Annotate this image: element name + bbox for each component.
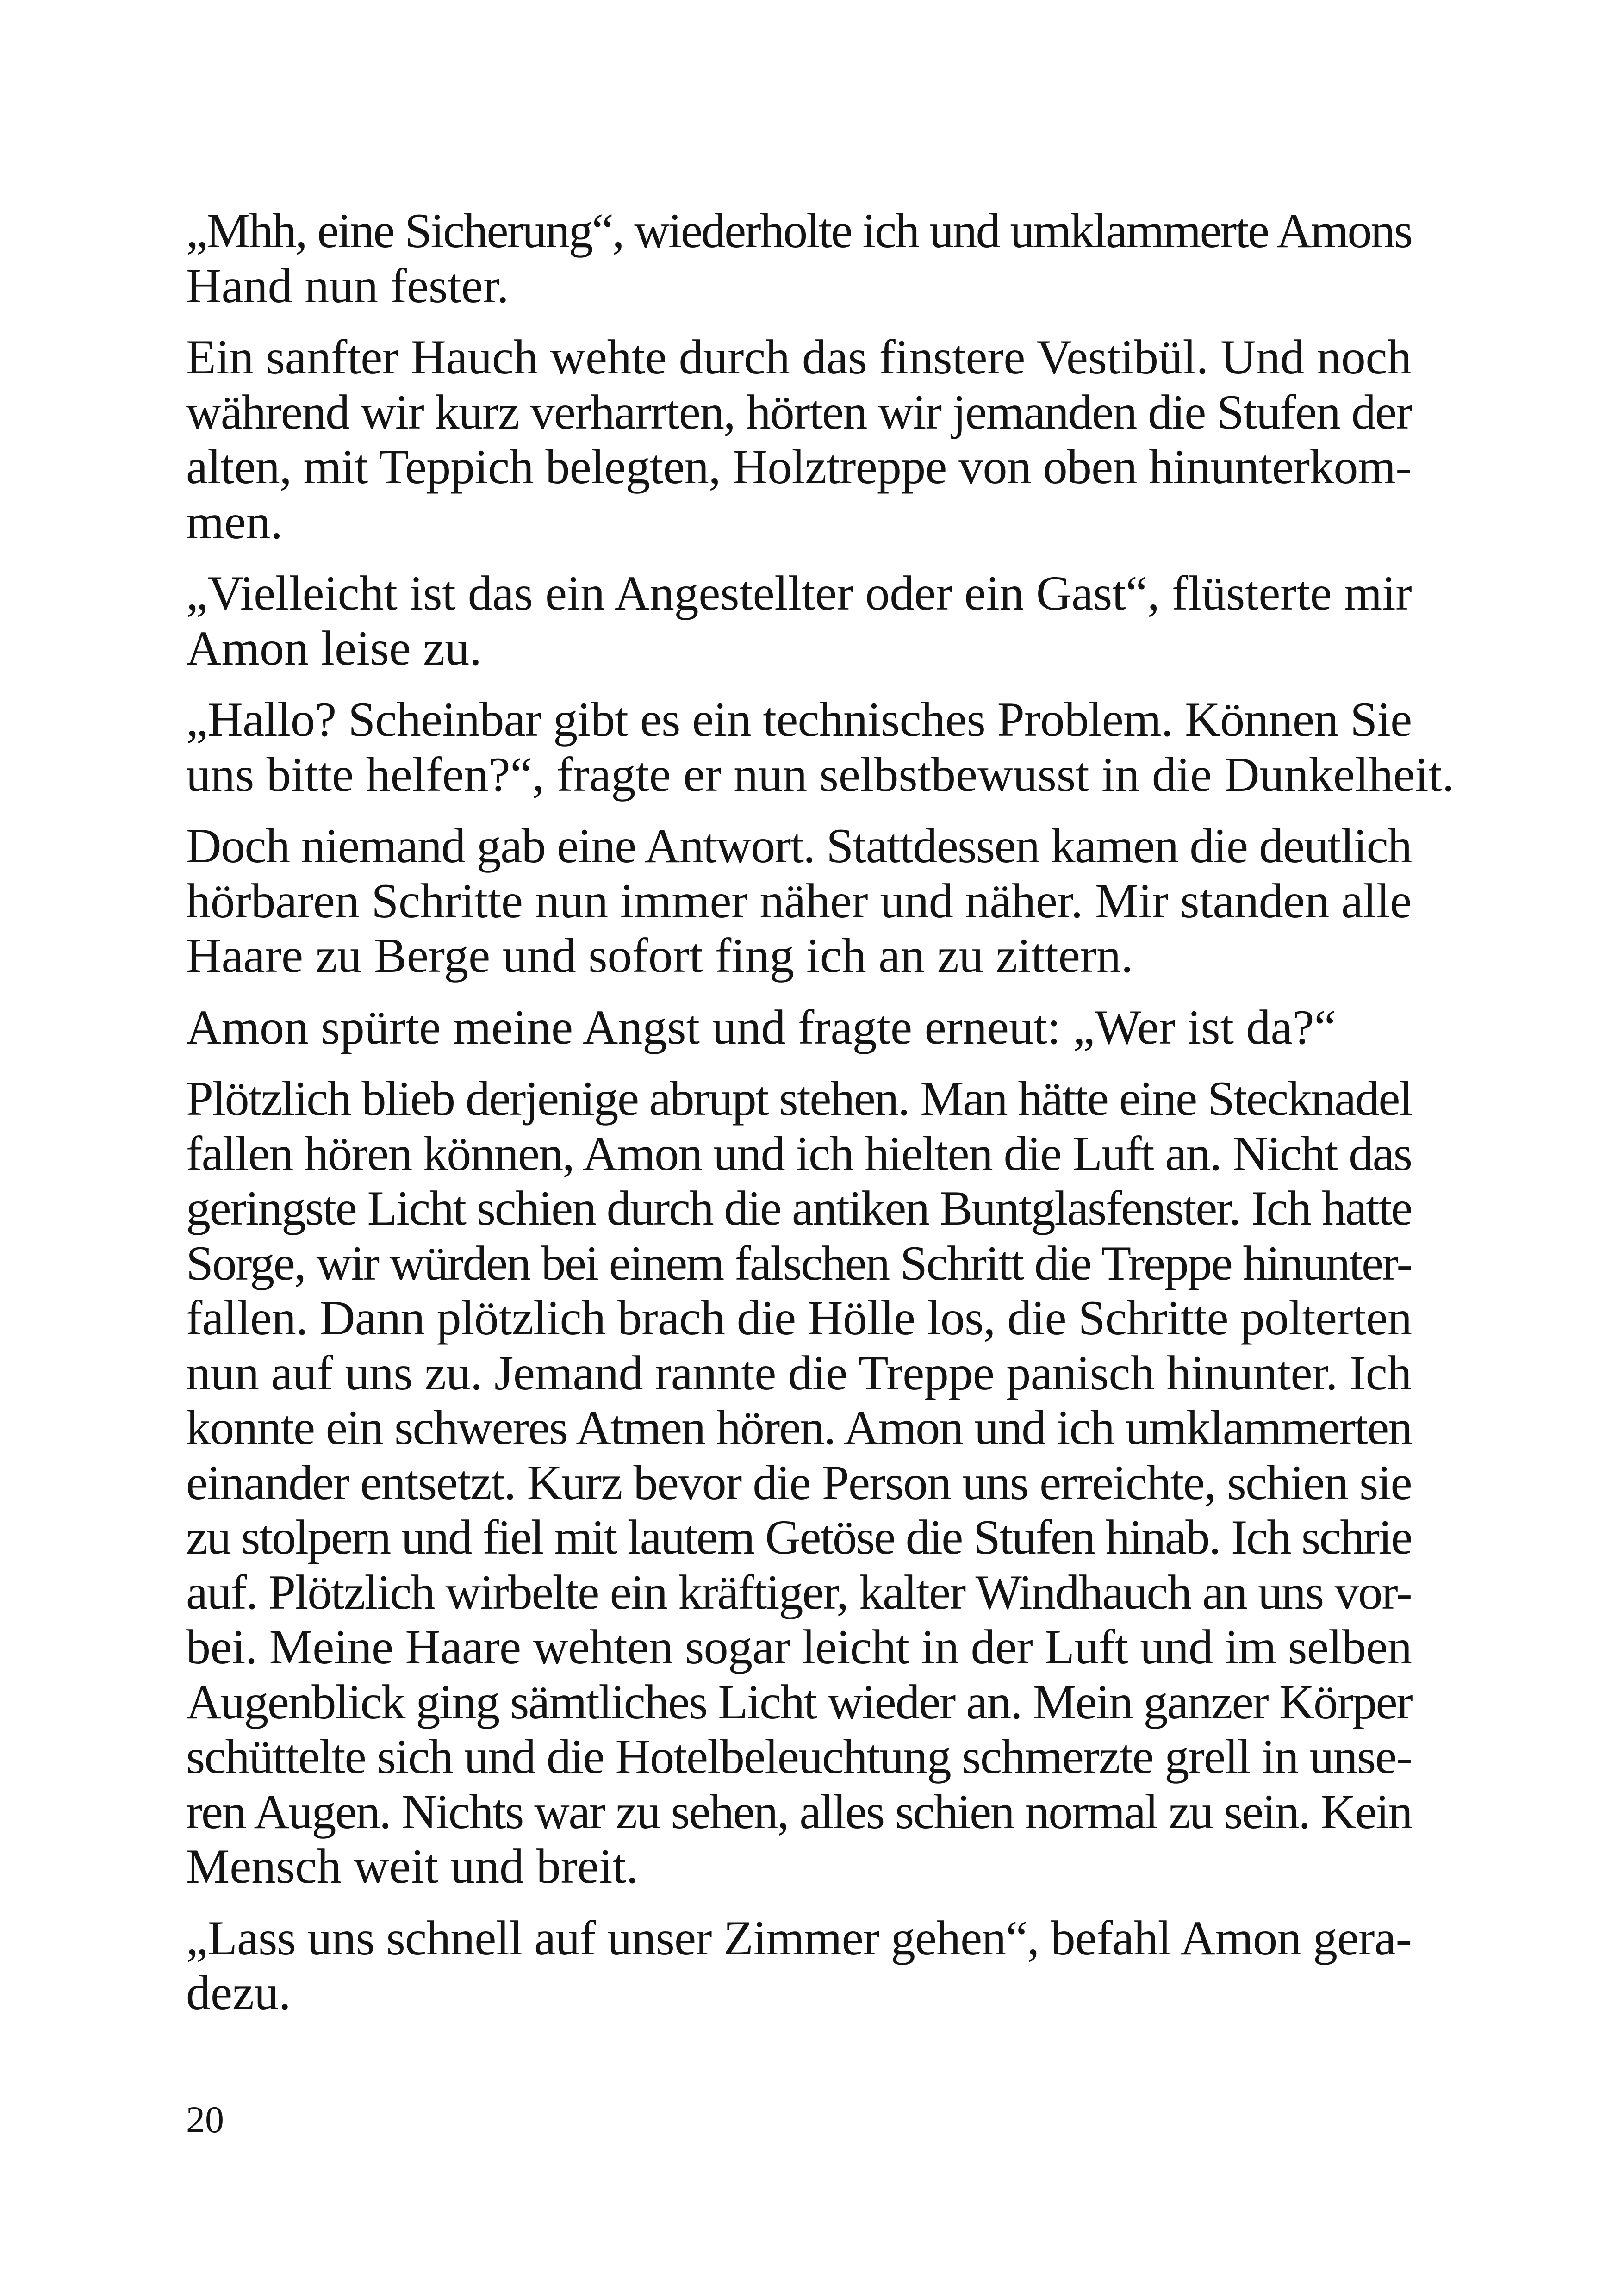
text-line: bei. Meine Haare wehten sogar leicht in der Luft und im selben	[186, 1620, 1412, 1674]
text-line: Sorge, wir würden bei einem falschen Schritt die Treppe hinunter-	[186, 1236, 1412, 1290]
text-line: konnte ein schweres Atmen hören. Amon und ich umklammerten	[186, 1400, 1412, 1455]
paragraph	[186, 1071, 1412, 1894]
text-line: Mensch weit und breit.	[186, 1839, 639, 1893]
text-line: dezu.	[186, 1966, 291, 2020]
text-line: schüttelte sich und die Hotelbeleuchtung schmerzte grell in unse-	[186, 1730, 1412, 1784]
text-line: zu stolpern und fiel mit lautem Getöse die Stufen hinab. Ich schrie	[186, 1510, 1412, 1564]
page-number: 20	[186, 2098, 224, 2140]
text-line: Ein sanfter Hauch wehte durch das finstere Vestibül. Und noch	[186, 330, 1412, 384]
text-line: fallen hören können, Amon und ich hielten die Luft an. Nicht das	[186, 1126, 1412, 1181]
text-line: ren Augen. Nichts war zu sehen, alles schien normal zu sein. Kein	[186, 1784, 1412, 1839]
paragraph	[186, 1000, 1412, 1055]
text-line: während wir kurz verharrten, hörten wir jemanden die Stufen der	[186, 385, 1412, 439]
body-text	[186, 204, 1455, 2037]
text-line: einander entsetzt. Kurz bevor die Person uns erreichte, schien sie	[186, 1455, 1412, 1510]
paragraph	[186, 819, 1412, 983]
paragraph	[186, 566, 1412, 676]
text-line: Amon leise zu.	[186, 621, 482, 675]
text-line: Doch niemand gab eine Antwort. Stattdessen kamen die deutlich	[186, 819, 1412, 873]
text-line: Hand nun fester.	[186, 258, 509, 313]
text-line: geringste Licht schien durch die antiken Buntglasfenster. Ich hatte	[186, 1181, 1412, 1235]
text-line: men.	[186, 494, 283, 549]
text-line: auf. Plötzlich wirbelte ein kräftiger, kalter Windhauch an uns vor-	[186, 1565, 1412, 1619]
text-line: „Lass uns schnell auf unser Zimmer gehen“, befahl Amon gera-	[186, 1910, 1412, 1965]
text-line: Amon spürte meine Angst und fragte erneut: „Wer ist da?“	[186, 1000, 1336, 1054]
text-line: alten, mit Teppich belegten, Holztreppe von oben hinunterkom-	[186, 440, 1412, 494]
paragraph	[186, 1911, 1412, 2021]
text-line: Haare zu Berge und sofort fing ich an zu zittern.	[186, 928, 1133, 983]
text-line: nun auf uns zu. Jemand rannte die Treppe panisch hinunter. Ich	[186, 1345, 1412, 1400]
paragraph	[186, 204, 1412, 313]
text-line: Augenblick ging sämtliches Licht wieder an. Mein ganzer Körper	[186, 1674, 1412, 1729]
paragraph	[186, 330, 1412, 549]
text-line: fallen. Dann plötzlich brach die Hölle los, die Schritte polterten	[186, 1291, 1412, 1345]
text-line: hörbaren Schritte nun immer näher und näher. Mir standen alle	[186, 873, 1412, 928]
text-line: uns bitte helfen?“, fragte er nun selbstbewusst in die Dunkelheit.	[186, 747, 1455, 802]
text-line: „Mhh, eine Sicherung“, wiederholte ich und umklammerte Amons	[186, 204, 1412, 258]
paragraph	[186, 692, 1455, 802]
text-line: „Hallo? Scheinbar gibt es ein technisches Problem. Können Sie	[186, 692, 1412, 747]
text-line: Plötzlich blieb derjenige abrupt stehen. Man hätte eine Stecknadel	[186, 1071, 1412, 1126]
text-line: „Vielleicht ist das ein Angestellter oder ein Gast“, flüsterte mir	[186, 566, 1412, 620]
